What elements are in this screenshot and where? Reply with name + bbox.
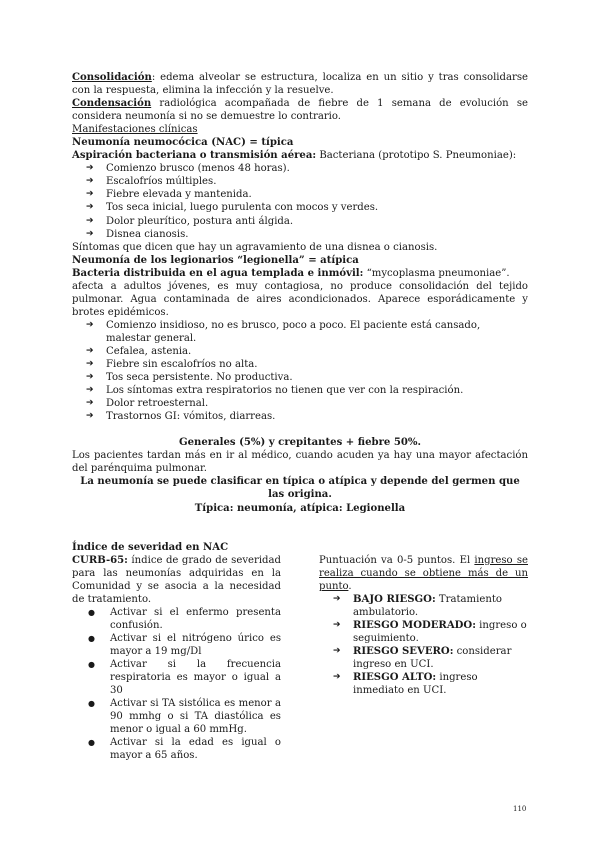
- aspiracion-text: Bacteriana (prototipo S. Pneumoniae):: [316, 150, 517, 162]
- arrow-right-icon: ➔: [86, 359, 94, 370]
- arrow-right-icon: ➔: [333, 672, 341, 683]
- list-item: [72, 188, 528, 201]
- arrow-right-icon: ➔: [86, 215, 94, 226]
- bacteria-text: “mycoplasma pneumoniae”.: [363, 267, 510, 279]
- list-item-text: Cefalea, astenia.: [106, 345, 192, 357]
- list-item-text: Fiebre elevada y mantenida.: [106, 189, 252, 201]
- list-item: [319, 593, 528, 619]
- arrow-right-icon: ➔: [86, 385, 94, 396]
- puntuacion-underlined: ingreso se realiza cuando se obtiene más de un punto: [319, 554, 528, 592]
- risk-list: [319, 593, 528, 697]
- list-item: [319, 671, 528, 697]
- tipica-line: Típica: neumonía, atípica: Legionella: [194, 502, 406, 514]
- list-item: [72, 358, 528, 371]
- list-item-text: Comienzo brusco (menos 48 horas).: [106, 163, 290, 175]
- bacteria-label: Bacteria distribuida en el agua templada e inmóvil:: [72, 267, 364, 279]
- list-item: [72, 632, 281, 658]
- list-item-text: Dolor pleurítico, postura anti álgida.: [106, 215, 294, 227]
- manifestaciones-heading: Manifestaciones clínicas: [72, 124, 198, 136]
- list-item: [72, 658, 281, 697]
- list-item-text: Activar si TA sistólica es menor a 90 mmhg o si TA diastólica es menor o igual a 60 mmHg.: [110, 698, 281, 736]
- arrow-right-icon: ➔: [86, 398, 94, 409]
- risk-label: RIESGO SEVERO:: [353, 645, 454, 657]
- list-item: [72, 175, 528, 188]
- bullet-dot-icon: ●: [88, 633, 95, 643]
- arrow-right-icon: ➔: [86, 372, 94, 383]
- list-item: [72, 606, 281, 632]
- risk-column: [319, 554, 528, 763]
- list-item: [72, 228, 528, 241]
- legionella-heading: Neumonía de los legionarios “legionella” = atípica: [72, 254, 359, 266]
- list-item: [72, 215, 528, 228]
- list-item: [319, 645, 528, 671]
- arrow-right-icon: ➔: [333, 619, 341, 630]
- list-item-text: Activar si la frecuencia respiratoria es mayor o igual a 30: [110, 658, 281, 697]
- risk-label: RIESGO ALTO:: [353, 672, 437, 684]
- aspiracion-line: [72, 149, 528, 162]
- list-item-text: Activar si el enfermo presenta confusión.: [110, 606, 281, 631]
- list-item: [72, 162, 528, 175]
- list-item: [72, 371, 528, 384]
- curb-text: índice de grado de severidad para las neumonías adquiridas en la Comunidad y se asocia a la necesidad de tratamiento.: [72, 554, 281, 605]
- condensacion-paragraph: [72, 97, 528, 123]
- risk-label: RIESGO MODERADO:: [353, 619, 476, 631]
- page-number: 110: [513, 805, 527, 813]
- curb-column: [72, 554, 281, 763]
- nac-symptom-list: [72, 162, 528, 240]
- list-item-text: Fiebre sin escalofríos no alta.: [106, 359, 258, 371]
- clasificacion-line: La neumonía se puede clasificar en típica o atípica y depende del germen que las origina.: [80, 476, 520, 501]
- risk-text: Tratamiento ambulatorio.: [353, 593, 502, 618]
- list-item-text: Disnea cianosis.: [106, 228, 189, 240]
- curb-paragraph: [72, 554, 281, 606]
- list-item-text: Dolor retroesternal.: [106, 398, 209, 410]
- arrow-right-icon: ➔: [86, 176, 94, 187]
- consolidacion-text: : edema alveolar se estructura, localiza en un sitio y tras consolidarse con la respuesta, elimina la infección y la resuelve.: [72, 72, 528, 97]
- arrow-right-icon: ➔: [333, 593, 341, 604]
- puntuacion-paragraph: [319, 554, 528, 593]
- list-item-text: Tos seca inicial, luego purulenta con mocos y verdes.: [106, 202, 379, 214]
- list-item: [72, 384, 528, 397]
- arrow-right-icon: ➔: [333, 645, 341, 656]
- list-item-text: Activar si el nitrógeno úrico es mayor a 19 mg/Dl: [110, 632, 281, 657]
- list-item-text: Escalofríos múltiples.: [106, 176, 217, 188]
- nac-heading: Neumonía neumocócica (NAC) = típica: [72, 137, 294, 149]
- risk-label: BAJO RIESGO:: [353, 593, 436, 605]
- generales-text: Los pacientes tardan más en ir al médico, cuando acuden ya hay una mayor afectación del parénquima pulmonar.: [72, 450, 528, 475]
- list-item: [319, 619, 528, 645]
- legionella-description: afecta a adultos jóvenes, es muy contagiosa, no produce consolidación del tejido pulmonar. Agua contaminada de aires acondicionados. Aparece esporádicamente y brotes epidémicos.: [72, 280, 528, 318]
- arrow-right-icon: ➔: [86, 163, 94, 174]
- list-item-text: Trastornos GI: vómitos, diarreas.: [106, 411, 276, 423]
- bullet-dot-icon: ●: [88, 699, 95, 709]
- bullet-dot-icon: ●: [88, 659, 95, 669]
- risk-text: ingreso inmediato en UCI.: [353, 672, 478, 697]
- list-item-text: Tos seca persistente. No productiva.: [106, 372, 293, 384]
- list-item-text: Comienzo insidioso, no es brusco, poco a poco. El paciente está cansado, malestar general.: [106, 319, 481, 344]
- list-item-text: Activar si la edad es igual o mayor a 65 años.: [110, 737, 281, 762]
- two-column-section: [72, 554, 528, 763]
- arrow-right-icon: ➔: [86, 228, 94, 239]
- consolidacion-paragraph: [72, 71, 528, 97]
- generales-heading: Generales (5%) y crepitantes + fiebre 50%.: [179, 437, 421, 449]
- list-item: [72, 410, 528, 423]
- arrow-right-icon: ➔: [86, 345, 94, 356]
- condensacion-text: radiológica acompañada de fiebre de 1 semana de evolución se considera neumonía si no se demuestre lo contrario.: [72, 98, 528, 123]
- document-page: [72, 71, 528, 762]
- list-item: [72, 319, 528, 345]
- list-item-text: Los síntomas extra respiratorios no tienen que ver con la respiración.: [106, 385, 464, 397]
- risk-text: considerar ingreso en UCI.: [353, 645, 512, 670]
- puntuacion-end: .: [348, 580, 352, 592]
- list-item: [72, 397, 528, 410]
- arrow-right-icon: ➔: [86, 411, 94, 422]
- puntuacion-text: Puntuación va 0-5 puntos. El: [319, 554, 475, 566]
- sintomas-line: Síntomas que dicen que hay un agravamiento de una disnea o cianosis.: [72, 241, 438, 253]
- arrow-right-icon: ➔: [86, 319, 94, 330]
- curb-criteria-list: [72, 606, 281, 763]
- list-item: [72, 345, 528, 358]
- arrow-right-icon: ➔: [86, 202, 94, 213]
- aspiracion-label: Aspiración bacteriana o transmisión aérea:: [72, 150, 317, 162]
- condensacion-term: Condensación: [72, 98, 152, 110]
- curb-label: CURB-65:: [72, 554, 128, 566]
- list-item: [72, 697, 281, 736]
- bacteria-line: [72, 267, 528, 280]
- risk-text: ingreso o seguimiento.: [353, 619, 527, 644]
- consolidacion-term: Consolidación: [72, 72, 152, 83]
- arrow-right-icon: ➔: [86, 189, 94, 200]
- bullet-dot-icon: ●: [88, 738, 95, 748]
- list-item: [72, 201, 528, 214]
- indice-heading: Índice de severidad en NAC: [72, 541, 229, 553]
- bullet-dot-icon: ●: [88, 607, 95, 617]
- legionella-symptom-list: [72, 319, 528, 423]
- list-item: [72, 736, 281, 762]
